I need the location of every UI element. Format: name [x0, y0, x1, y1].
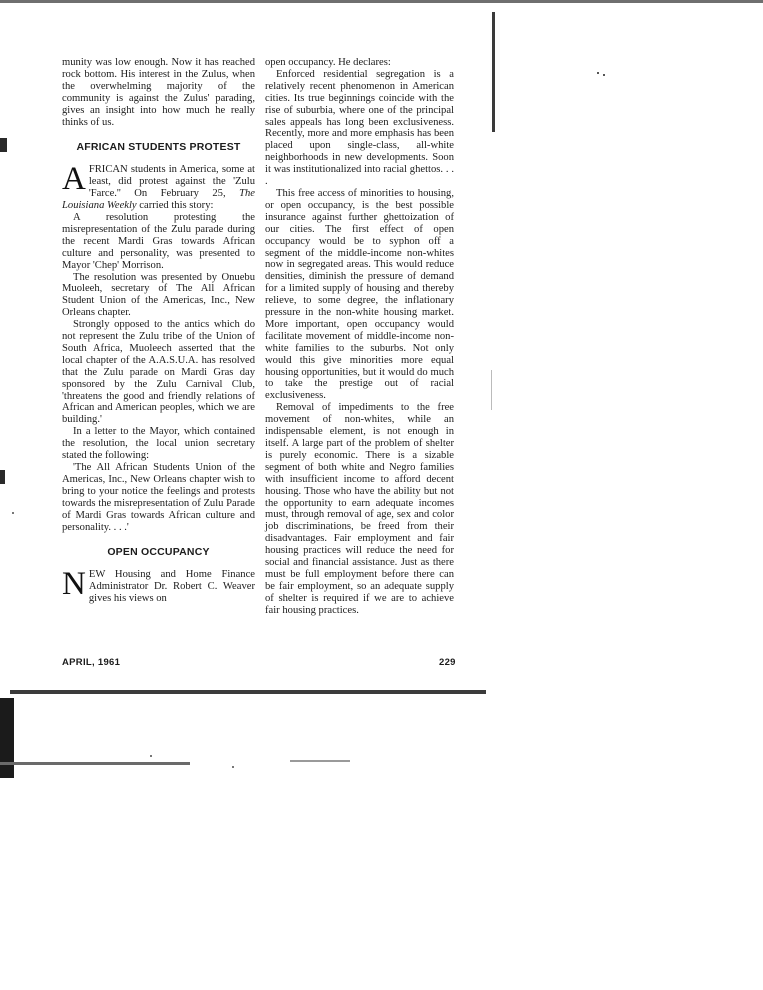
heading-african-students-protest: AFRICAN STUDENTS PROTEST — [76, 141, 241, 154]
page-number: 229 — [439, 657, 456, 668]
scan-speck — [150, 755, 152, 757]
african-students-lead: FRICAN students in America, some at least, did protest against the 'Zulu 'Farce.'' On February 25, — [88, 164, 255, 200]
paragraph-resolution: A resolution protesting the misrepresentation of the Zulu parade during the recent Mardi Gras towards African culture and personality, was presented to Mayor 'Chep' Morrison. — [62, 211, 255, 271]
paragraph-quote: 'The All African Students Union of the Americas, Inc., New Orleans chapter wish to bring to your notice the feelings and protests towards the misrepresentation of Zulu Parade of Mardi Gras towards African culture and personality. . . .' — [62, 462, 255, 533]
paragraph-free-access: This free access of minorities to housing, or open occupancy, is the best possible insurance against further ghettoization of our cities. The first effect of open occupancy would be to syphon off a segment of the middle-income non-whites now in segregated areas. This would reduce densities, diminish the pressure of demand for a limited supply of housing and thereby relieve, to some degree, the inflationary pressure in the non-white housing market. More important, open occupancy would facilitate movement of middle-income non-white families to the suburbs. Not only would this give minorities more equal housing opportunities, but it would do much to take the prestige out of racial exclusiveness. — [265, 187, 454, 402]
scan-edge-mark — [0, 470, 5, 484]
african-students-tail: carried this story: — [139, 200, 214, 212]
drop-cap-a: A — [62, 161, 86, 198]
paragraph-opposed: Strongly opposed to the antics which do not represent the Zulu tribe of the Union of South Africa, Muoleech asserted that the local chapter of the A.A.S.U.A. has resolved that the Zulu parade on Mardi Gras day sponsored by the Zulu Carnival Club, 'threatens the good and friendly relations of African and American peoples, which we are building.' — [62, 319, 255, 426]
publication-name: The Louisiana Weekly — [62, 188, 255, 212]
paragraph-enforced: Enforced residential segregation is a relatively recent phenomenon in American cities. Its true beginnings coincide with the rise of suburbia, where one of the principal sales appeals has long been exclusiveness. Recently, more and more emphasis has been placed upon single-class, all-white neighborhoods in new developments. Soon it was institutionalized into racial ghettos. . . . — [265, 68, 454, 188]
heading-open-occupancy: OPEN OCCUPANCY — [107, 546, 210, 559]
paragraph-african-students — [62, 161, 255, 212]
scan-speck — [232, 766, 234, 768]
paragraph-intro: munity was low enough. Now it has reached rock bottom. His interest in the Zulus, when the overwhelming majority of the community is against the Zulus' parading, gives an insight into how much he really thinks of us. — [62, 57, 255, 128]
scan-edge-mark — [0, 138, 7, 152]
scan-specks — [597, 72, 606, 76]
scan-fold-mark — [491, 370, 492, 410]
scan-shadow-block — [0, 698, 14, 778]
paragraph-presented: The resolution was presented by Onuebu Muoleeh, secretary of The All African Student Union of the Americas, Inc., New Orleans chapter. — [62, 271, 255, 319]
new-housing-lead: EW Housing and Home Finance Administrator Dr. Robert C. Weaver gives his views on — [88, 569, 255, 605]
right-column — [265, 57, 454, 617]
scan-edge-top — [0, 0, 763, 3]
left-column — [62, 57, 255, 605]
scan-page-edge — [10, 690, 486, 694]
scan-speck — [12, 512, 14, 514]
paragraph-declares: open occupancy. He declares: — [265, 57, 391, 68]
paragraph-new-housing — [62, 566, 255, 605]
scan-fold-line — [492, 12, 495, 132]
scan-shadow-strip — [290, 760, 350, 762]
footer-date: APRIL, 1961 — [62, 657, 121, 668]
paragraph-letter: In a letter to the Mayor, which contained the resolution, the local union secretary stated the following: — [62, 426, 255, 462]
paragraph-removal: Removal of impediments to the free movement of non-whites, while an indispensable element, is not enough in itself. A large part of the problem of shelter is purely economic. There is a sizable segment of both white and Negro families with insufficient income to afford decent housing. Those who have the ability but not the opportunity to earn adequate incomes must, through removal of age, sex and color job discriminations, be freed from their disadvantages. Fair employment and fair housing practices will reduce the need for social and financial assistance. Just as there must be full employment before there can be fair employment, so an adequate supply of shelter is required if we are to achieve fair housing practices. — [265, 402, 454, 616]
drop-cap-n: N — [62, 566, 86, 603]
scan-shadow-strip — [0, 762, 190, 765]
